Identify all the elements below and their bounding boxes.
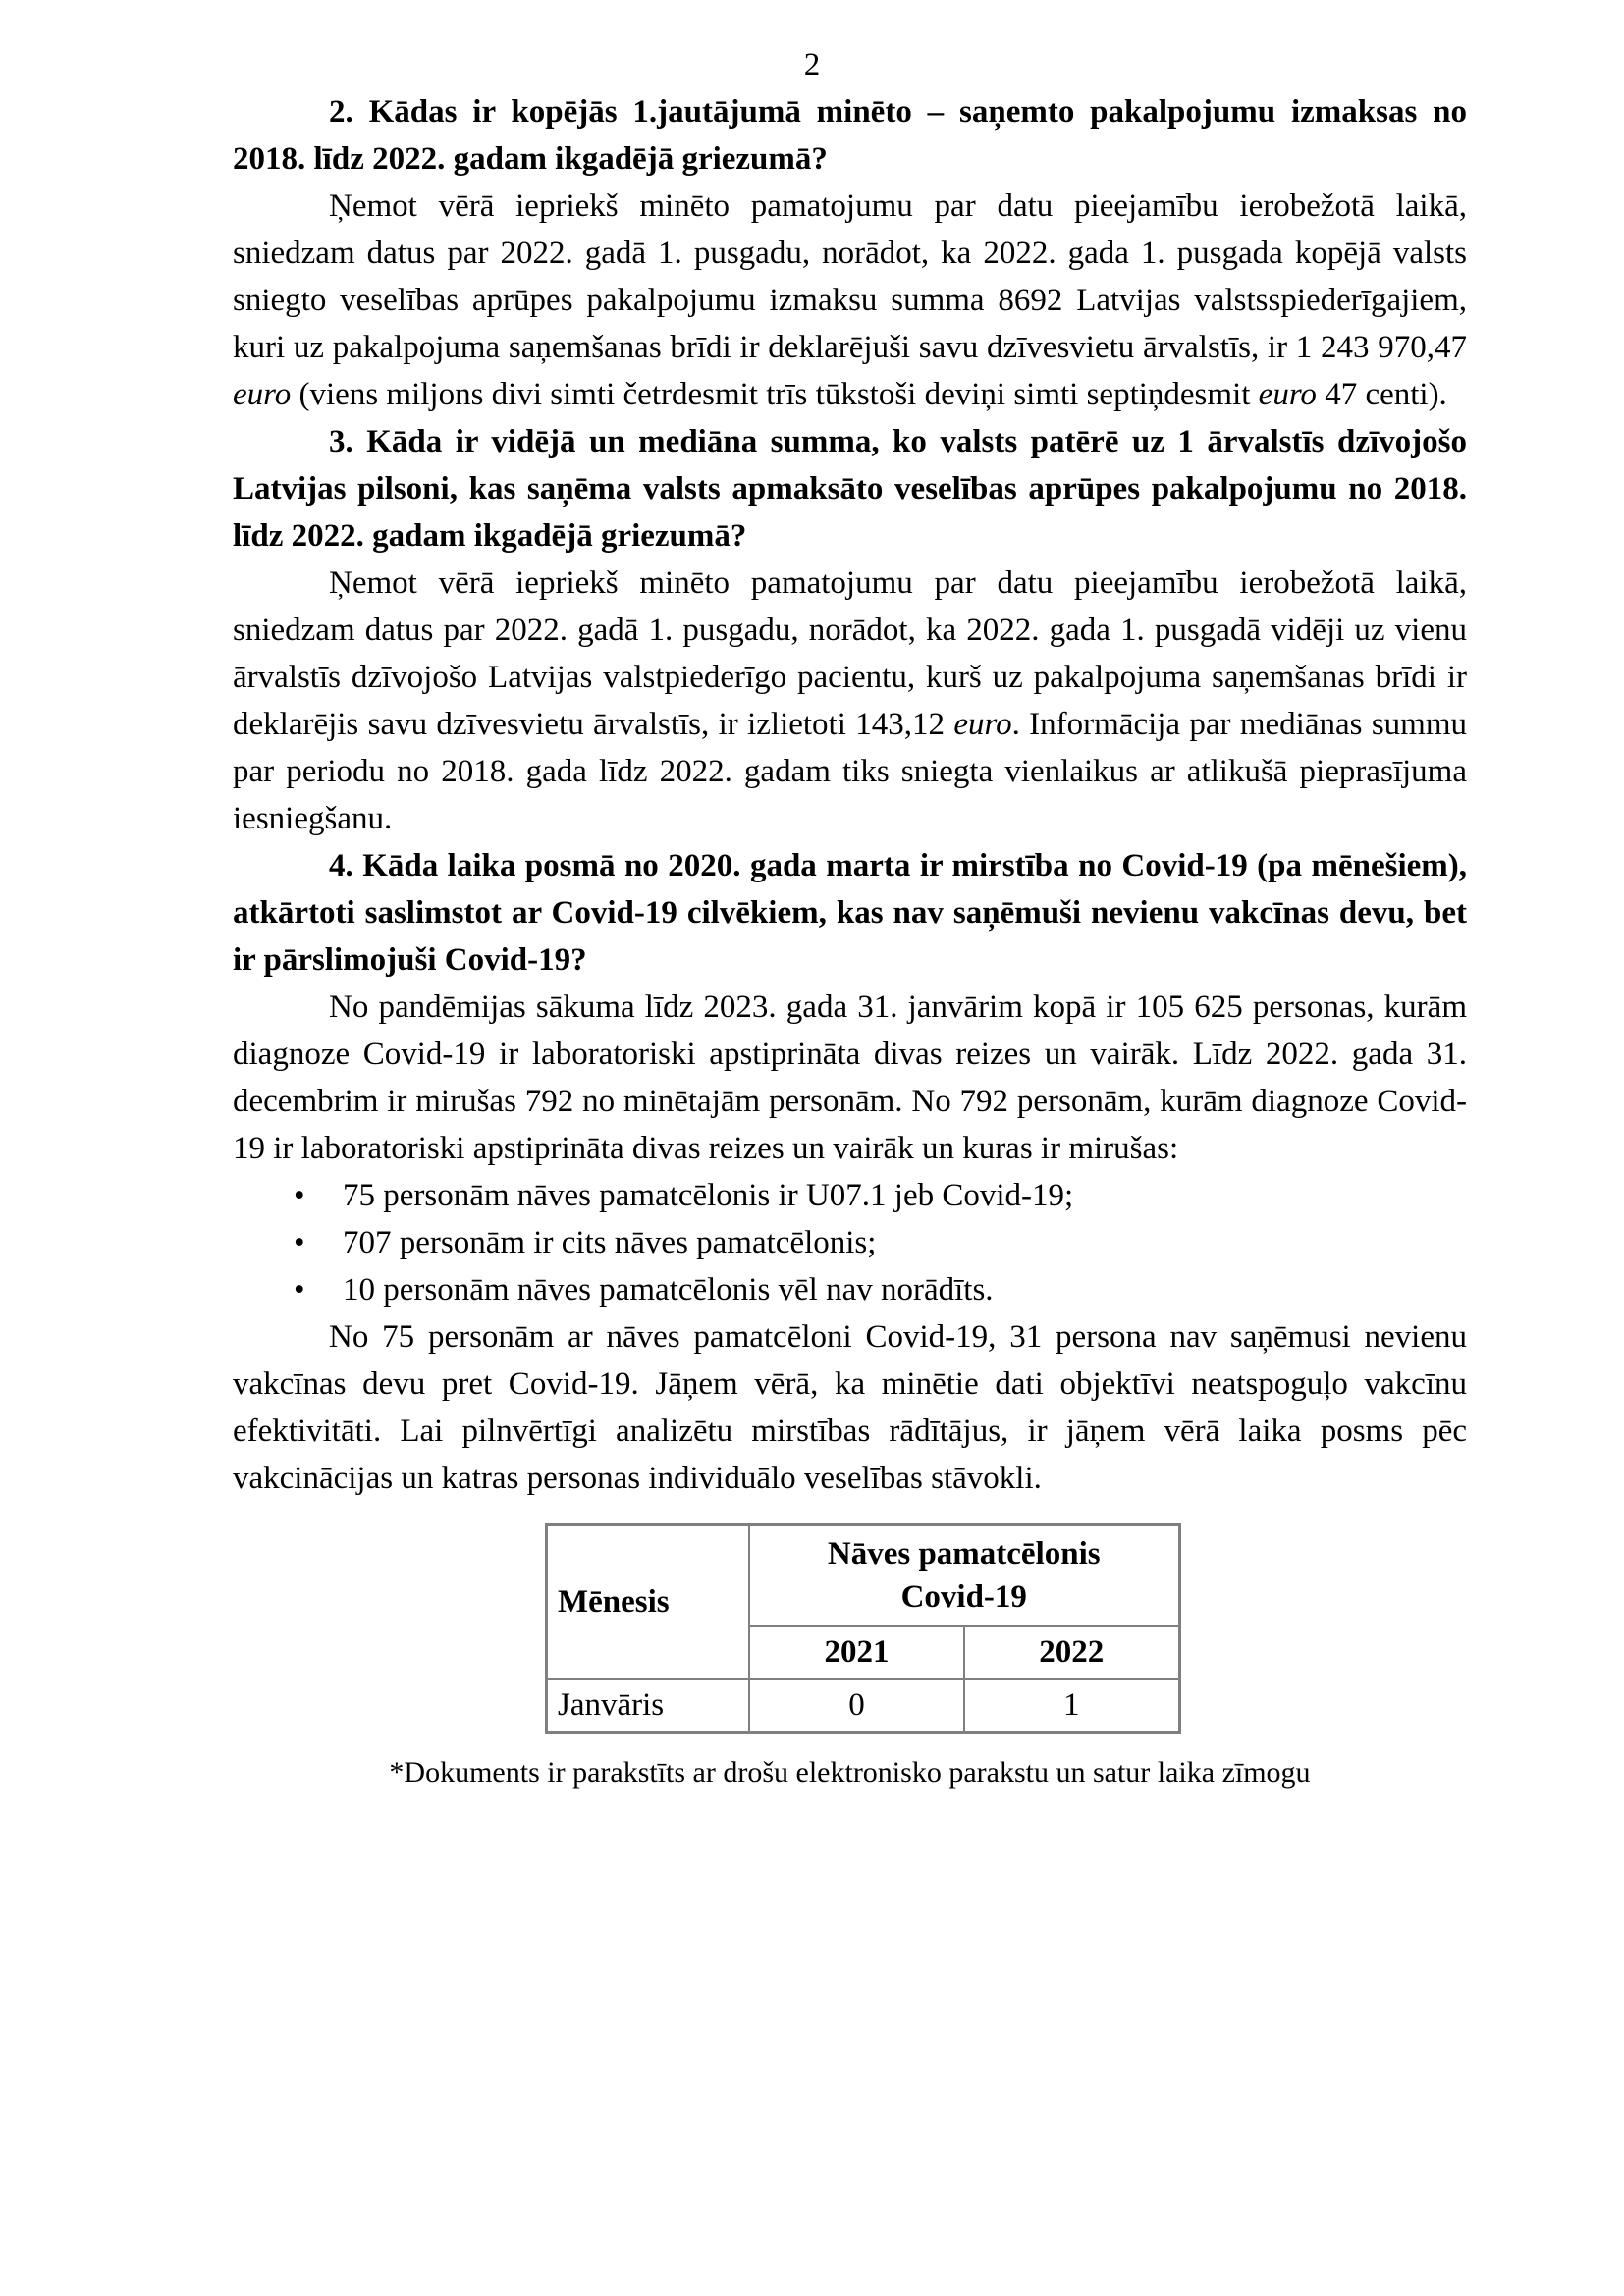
bullet-dot-icon: • (294, 1178, 305, 1213)
table-month-header-cell: Mēnesis (547, 1525, 750, 1680)
bullet-item (233, 1172, 1467, 1219)
question-2-heading: 2. Kādas ir kopējās 1.jautājumā minēto – saņemto pakalpojumu izmaksas no 2018. līdz 2022. gadam ikgadējā griezumā? (233, 94, 1467, 177)
table-value-2021-cell: 0 (749, 1679, 964, 1733)
deaths-by-month-table (545, 1523, 1181, 1734)
death-cause-bullet-list (233, 1172, 1467, 1313)
table-year-2021-cell: 2021 (749, 1626, 964, 1679)
table-row (547, 1679, 1180, 1733)
document-body (233, 88, 1467, 1794)
question-4-answer-conclusion: No 75 personām ar nāves pamatcēloni Covid-19, 31 persona nav saņēmusi nevienu vakcīnas devu pret Covid-19. Jāņem vērā, ka minētie dati objektīvi neatspoguļo vakcīnu efektivitāti. Lai pilnvērtīgi analizētu mirstības rādītājus, ir jāņem vērā laika posms pēc vakcinācijas un katras personas individuālo veselības stāvokli. (233, 1319, 1467, 1496)
table-value-2022-cell: 1 (964, 1679, 1179, 1733)
page-number: 2 (803, 47, 821, 82)
table-month-cell: Janvāris (547, 1679, 750, 1733)
table-year-2022-cell: 2022 (964, 1626, 1179, 1679)
question-3-heading: 3. Kāda ir vidējā un mediāna summa, ko valsts patērē uz 1 ārvalstīs dzīvojošo Latvijas pilsoni, kas saņēma valsts apmaksāto veselības aprūpes pakalpojumu no 2018. līdz 2022. gadam ikgadējā griezumā? (233, 424, 1467, 554)
bullet-item-text: 75 personām nāves pamatcēlonis ir U07.1 jeb Covid-19; (343, 1178, 1074, 1213)
question-4-heading: 4. Kāda laika posmā no 2020. gada marta ir mirstība no Covid-19 (pa mēnešiem), atkārtoti saslimstot ar Covid-19 cilvēkiem, kas nav saņēmuši nevienu vakcīnas devu, bet ir pārslimojuši Covid-19? (233, 848, 1467, 978)
table-cause-header-cell: Nāves pamatcēlonis Covid-19 (749, 1525, 1179, 1627)
bullet-dot-icon: • (294, 1272, 305, 1308)
question-3-answer: Ņemot vērā iepriekš minēto pamatojumu par datu pieejamību ierobežotā laikā, sniedzam datus par 2022. gadā 1. pusgadu, norādot, ka 2022. gada 1. pusgadā vidēji uz vienu ārvalstīs dzīvojošo Latvijas valstpiederīgo pacientu, kurš uz pakalpojuma saņemšanas brīdi ir deklarējis savu dzīvesvietu ārvalstīs, ir izlietoti 143,12 euro. Informācija par mediānas summu par periodu no 2018. gada līdz 2022. gadam tiks sniegta vienlaikus ar atlikušā pieprasījuma iesniegšanu. (233, 565, 1467, 836)
bullet-item-text: 10 personām nāves pamatcēlonis vēl nav norādīts. (343, 1272, 994, 1308)
bullet-item (233, 1266, 1467, 1313)
question-2-answer: Ņemot vērā iepriekš minēto pamatojumu par datu pieejamību ierobežotā laikā, sniedzam datus par 2022. gadā 1. pusgadu, norādot, ka 2022. gada 1. pusgada kopējā valsts sniegto veselības aprūpes pakalpojumu izmaksu summa 8692 Latvijas valstsspiederīgajiem, kuri uz pakalpojuma saņemšanas brīdi ir deklarējuši savu dzīvesvietu ārvalstīs, ir 1 243 970,47 euro (viens miljons divi simti četrdesmit trīs tūkstoši deviņi simti septiņdesmit euro 47 centi). (233, 188, 1467, 412)
question-4-answer-intro: No pandēmijas sākuma līdz 2023. gada 31. janvārim kopā ir 105 625 personas, kurām diagnoze Covid-19 ir laboratoriski apstiprināta divas reizes un vairāk. Līdz 2022. gada 31. decembrim ir mirušas 792 no minētajām personām. No 792 personām, kurām diagnoze Covid-19 ir laboratoriski apstiprināta divas reizes un vairāk un kuras ir mirušas: (233, 989, 1467, 1166)
table-header-row (547, 1525, 1180, 1627)
footer-note: *Dokuments ir parakstīts ar drošu elektronisko parakstu un satur laika zīmogu (389, 1756, 1311, 1789)
bullet-dot-icon: • (294, 1225, 305, 1260)
bullet-item (233, 1219, 1467, 1266)
bullet-item-text: 707 personām ir cits nāves pamatcēlonis; (343, 1225, 877, 1260)
